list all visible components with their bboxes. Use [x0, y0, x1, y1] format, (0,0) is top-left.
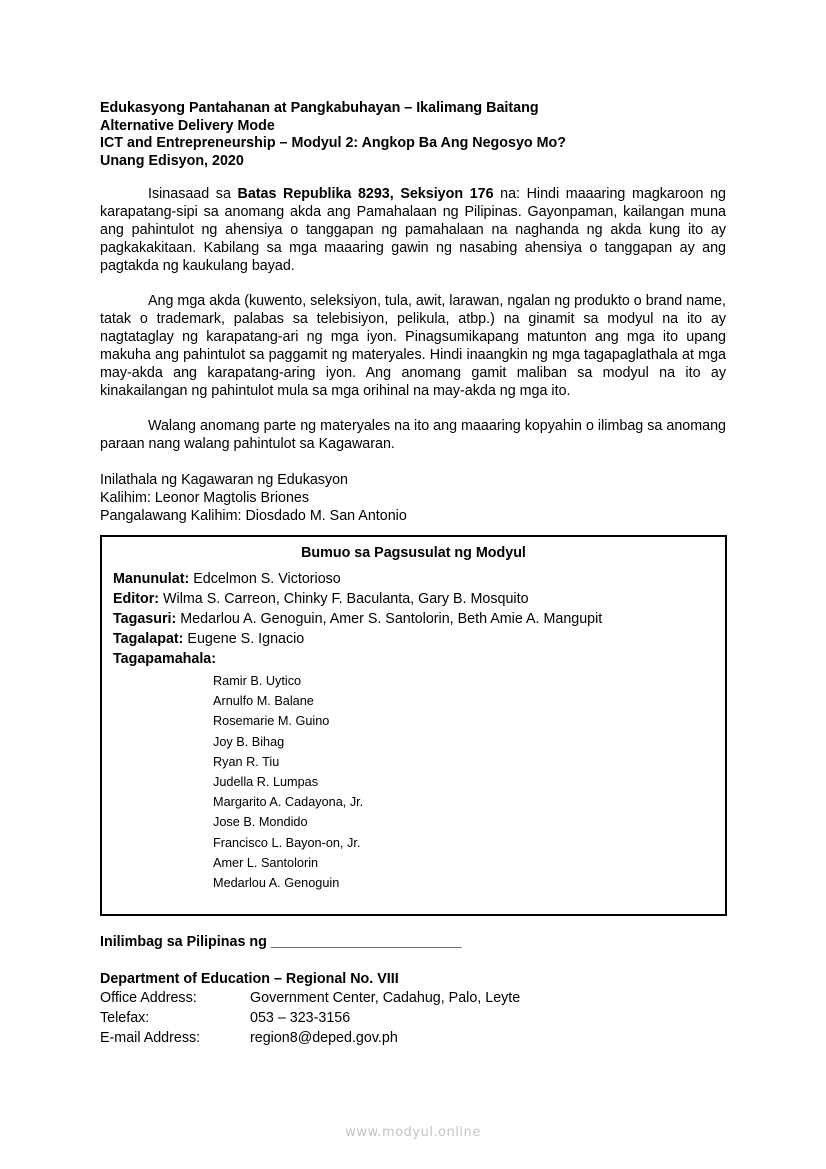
layout-value: Eugene S. Ignacio: [183, 631, 305, 647]
header-subject: Edukasyong Pantahanan at Pangkabuhayan – Ikalimang Baitang: [100, 100, 539, 116]
writer-label: Manunulat:: [113, 571, 190, 587]
copyright-paragraph-2: Ang mga akda (kuwento, seleksiyon, tula, awit, larawan, ngalan ng produkto o brand name, tatak o trademark, palabas sa telebisiyon, pelikula, atbp.) na ginamit sa modyul na ito ay nagtataglay ng karapatang-ari ng mga iyon. Pinagsumikapang matunton ang mga ito upang makuha ang pahintulot sa paggamit ng materyales. Hindi inaangkin ng mga tagapaglathala at mga may-akda ang karapatang-aring iyon. Ang anomang gamit maliban sa modyul na ito ay kinakailangan ng pahintulot mula sa mga orihinal na may-akda ng mga ito.: [100, 293, 726, 399]
p1-post: na: Hindi maaaring magkaroon ng karapatang-sipi sa anomang akda ang Pamahalaan ng Pilipinas. Gayonpaman, kailangan muna ang pahintulot ng ahensiya o tanggapan ng pamahalaan na naghanda ng akda kung ito ay pagkakakitaan. Kabilang sa mga maaaring gawin ng nasabing ahensiya o tanggapan ay ang pagtakda ng kaukulang bayad.: [100, 186, 726, 274]
manager-item: Margarito A. Cadayona, Jr.: [213, 795, 364, 810]
managers-row: [113, 649, 725, 669]
manager-item: Francisco L. Bayon-on, Jr.: [213, 835, 361, 850]
contact-label: E-mail Address:: [100, 1030, 201, 1046]
contact-row-telefax: [100, 1008, 520, 1028]
contact-row-email: [100, 1028, 520, 1048]
copyright-page: [100, 100, 726, 525]
layout-label: Tagalapat:: [113, 631, 184, 647]
credits-title: Bumuo sa Pagsusulat ng Modyul: [301, 545, 526, 561]
undersecretary-line: Pangalawang Kalihim: Diosdado M. San Antonio: [100, 508, 407, 524]
header-edition: Unang Edisyon, 2020: [100, 152, 244, 169]
contact-value: Government Center, Cadahug, Palo, Leyte: [250, 990, 521, 1006]
contact-label: Office Address:: [100, 990, 197, 1006]
contact-label: Telefax:: [100, 1010, 150, 1026]
editor-value: Wilma S. Carreon, Chinky F. Baculanta, Gary B. Mosquito: [159, 591, 529, 607]
printed-in-line: Inilimbag sa Pilipinas ng ________________________: [100, 934, 462, 950]
credits-list: [113, 569, 725, 669]
secretary-line: Kalihim: Leonor Magtolis Briones: [100, 490, 309, 506]
deped-title: Department of Education – Regional No. VIII: [100, 971, 399, 987]
managers-label: Tagapamahala:: [113, 651, 217, 667]
managers-list: [213, 671, 725, 893]
manager-item: Medarlou A. Genoguin: [213, 876, 340, 891]
p1-pre: Isinasaad sa: [148, 186, 238, 202]
manager-item: Ramir B. Uytico: [213, 674, 302, 688]
editor-row: [113, 589, 725, 609]
deped-contact: [100, 970, 520, 1048]
reviewer-value: Medarlou A. Genoguin, Amer S. Santolorin, Beth Amie A. Mangupit: [176, 611, 603, 627]
manager-item: Arnulfo M. Balane: [213, 694, 314, 709]
header-module-title: ICT and Entrepreneurship – Modyul 2: Angkop Ba Ang Negosyo Mo?: [100, 135, 566, 151]
manager-item: Jose B. Mondido: [213, 815, 308, 830]
website-watermark: www.modyul.online: [345, 1125, 481, 1140]
manager-item: Ryan R. Tiu: [213, 754, 280, 769]
manager-item: Amer L. Santolorin: [213, 855, 319, 870]
manager-item: Rosemarie M. Guino: [213, 714, 330, 729]
header-mode: Alternative Delivery Mode: [100, 117, 275, 134]
writer-row: [113, 569, 725, 589]
reviewer-label: Tagasuri:: [113, 611, 177, 627]
law-reference: Batas Republika 8293, Seksiyon 176: [237, 186, 494, 202]
copyright-paragraph-3: Walang anomang parte ng materyales na ito ang maaaring kopyahin o ilimbag sa anomang paraan nang walang pahintulot sa Kagawaran.: [100, 418, 726, 452]
manager-item: Joy B. Bihag: [213, 734, 285, 749]
credits-box: [100, 535, 727, 916]
publisher-info: [100, 471, 726, 525]
editor-label: Editor:: [113, 591, 160, 607]
contact-row-address: [100, 988, 520, 1008]
writer-value: Edcelmon S. Victorioso: [189, 571, 341, 587]
layout-row: [113, 629, 725, 649]
copyright-paragraph-1: [100, 185, 726, 275]
reviewer-row: [113, 609, 725, 629]
contact-value: 053 – 323-3156: [250, 1010, 351, 1026]
contact-value: region8@deped.gov.ph: [250, 1030, 398, 1046]
manager-item: Judella R. Lumpas: [213, 775, 319, 790]
publisher-line: Inilathala ng Kagawaran ng Edukasyon: [100, 472, 348, 488]
